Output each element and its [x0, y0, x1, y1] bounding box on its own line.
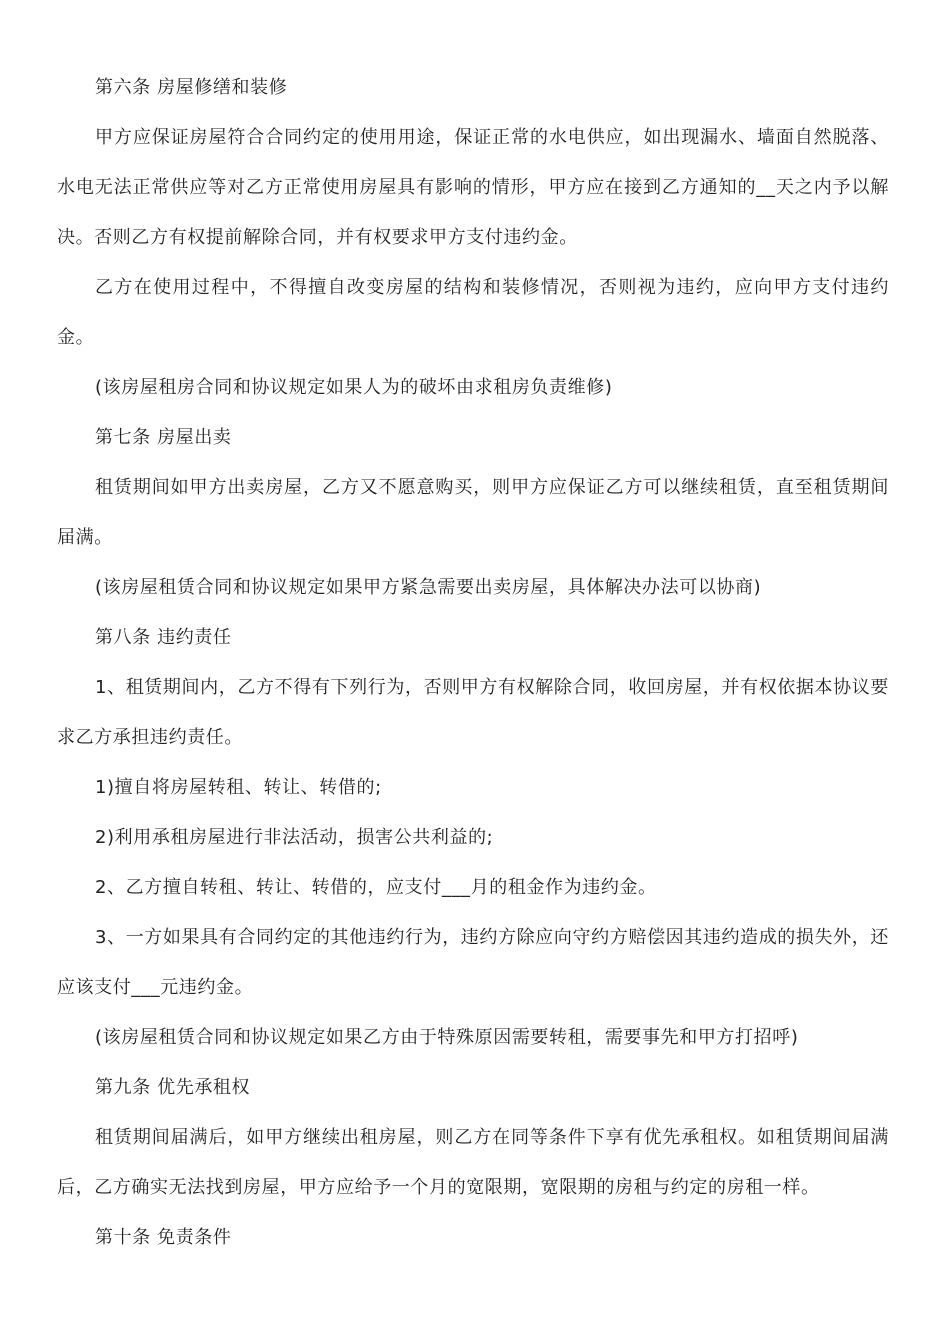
article-9-paragraph-priority-lease: 租赁期间届满后，如甲方继续出租房屋，则乙方在同等条件下享有优先承租权。如租赁期间届满后，乙方确实无法找到房屋，甲方应给予一个月的宽限期，宽限期的房租与约定的房租一样。 — [57, 1127, 889, 1198]
article-6-paragraph-repairs: 甲方应保证房屋符合合同约定的使用用途，保证正常的水电供应，如出现漏水、墙面自然脱落、水电无法正常供应等对乙方正常使用房屋具有影响的情形，甲方应在接到乙方通知的__天之内予以解决。否则乙方有权提前解除合同，并有权要求甲方支付违约金。 — [57, 127, 889, 248]
article-7-paragraph-sale: 租赁期间如甲方出卖房屋，乙方又不愿意购买，则甲方应保证乙方可以继续租赁，直至租赁期间届满。 — [57, 477, 889, 548]
article-8-heading: 第八条 违约责任 — [95, 627, 232, 648]
article-8-clause-1-item-1: 1)擅自将房屋转租、转让、转借的; — [95, 777, 382, 798]
document-body — [57, 63, 889, 1263]
article-6-note: (该房屋租房合同和协议规定如果人为的破坏由求租房负责维修) — [95, 377, 613, 398]
article-8-clause-3: 3、一方如果具有合同约定的其他违约行为，违约方除应向守约方赔偿因其违约造成的损失外，还应该支付___元违约金。 — [57, 927, 889, 998]
article-7-heading: 第七条 房屋出卖 — [95, 427, 232, 448]
article-8-note: (该房屋租赁合同和协议规定如果乙方由于特殊原因需要转租，需要事先和甲方打招呼) — [95, 1027, 799, 1048]
article-10-heading: 第十条 免责条件 — [95, 1227, 232, 1248]
article-8-clause-1: 1、租赁期间内，乙方不得有下列行为，否则甲方有权解除合同，收回房屋，并有权依据本协议要求乙方承担违约责任。 — [57, 677, 889, 748]
article-8-clause-1-item-2: 2)利用承租房屋进行非法活动，损害公共利益的; — [95, 827, 494, 848]
article-8-clause-2: 2、乙方擅自转租、转让、转借的，应支付___月的租金作为违约金。 — [95, 877, 657, 898]
article-9-heading: 第九条 优先承租权 — [95, 1077, 251, 1098]
article-6-paragraph-alterations: 乙方在使用过程中，不得擅自改变房屋的结构和装修情况，否则视为违约，应向甲方支付违约金。 — [57, 277, 889, 348]
article-6-heading: 第六条 房屋修缮和装修 — [95, 77, 288, 98]
article-7-note: (该房屋租赁合同和协议规定如果甲方紧急需要出卖房屋，具体解决办法可以协商) — [95, 577, 762, 598]
